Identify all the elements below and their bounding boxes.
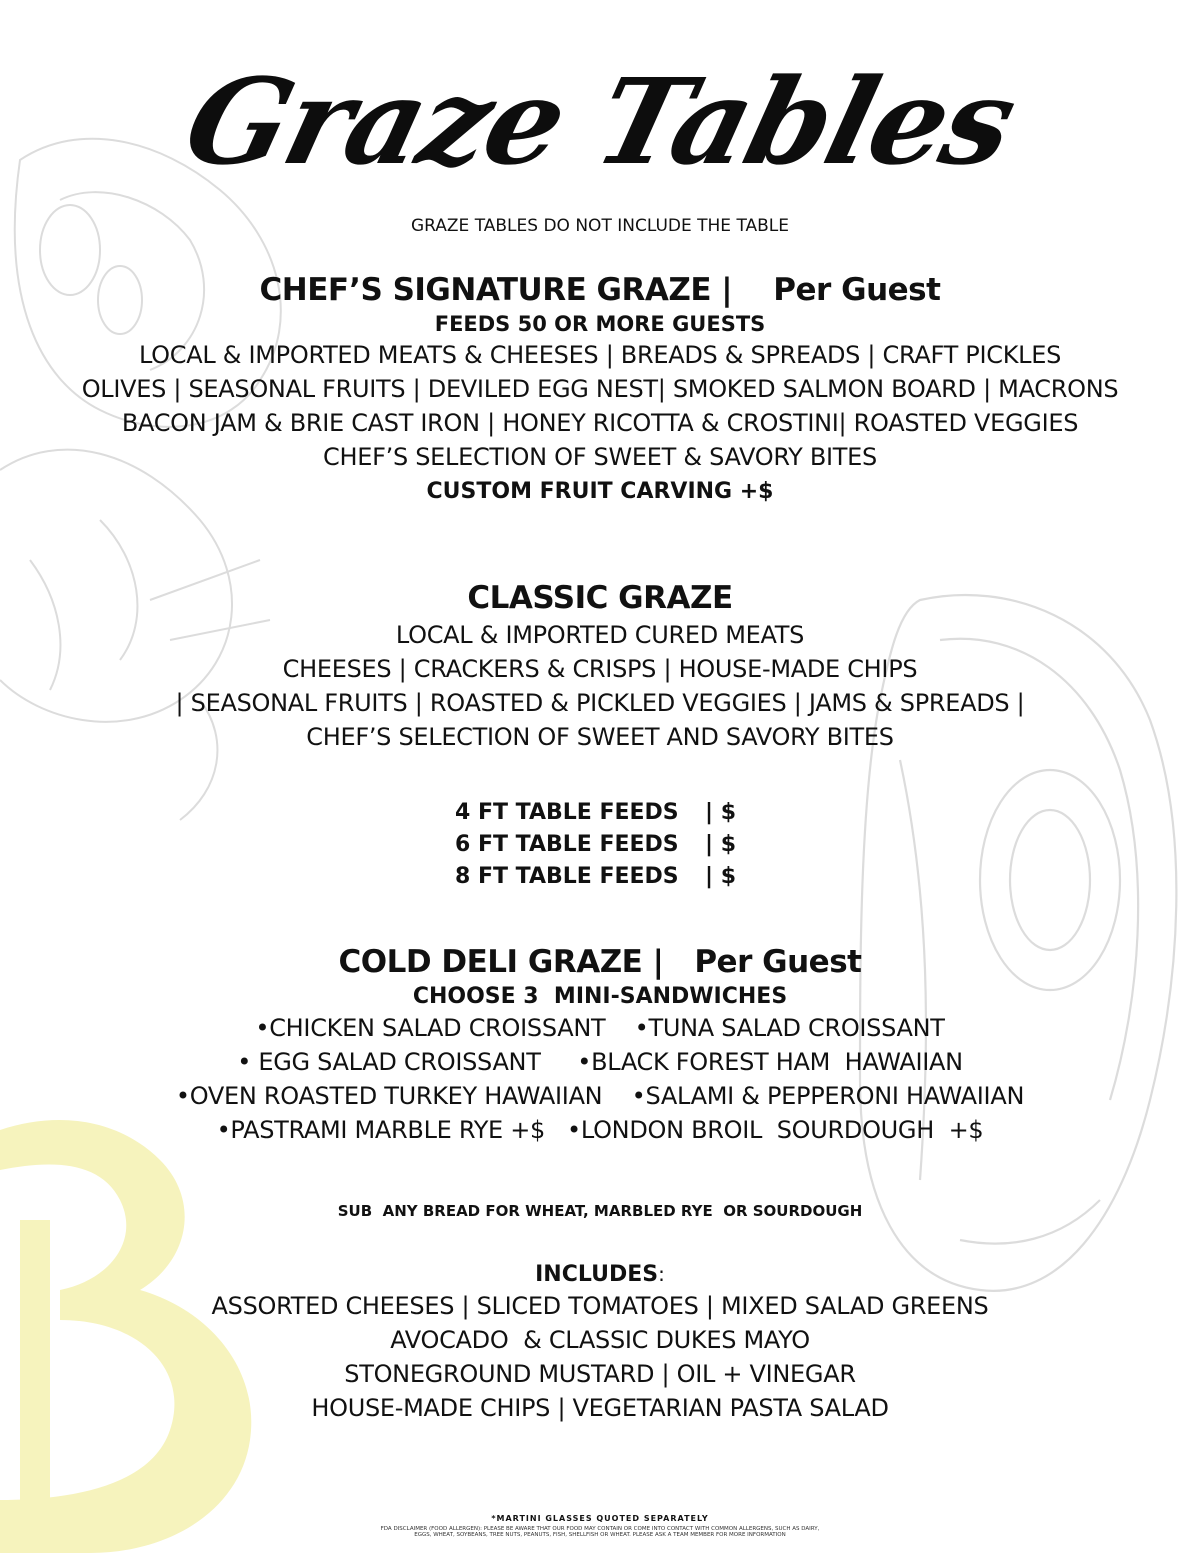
footer-martini-note: *MARTINI GLASSES QUOTED SEPARATELY <box>491 1514 709 1523</box>
size-price: | $ <box>705 800 737 825</box>
deli-section <box>0 944 1200 1144</box>
size-row <box>0 832 1200 857</box>
deli-sandwich-line: •CHICKEN SALAD CROISSANT •TUNA SALAD CROISSANT <box>255 1014 945 1042</box>
size-price: | $ <box>705 832 737 857</box>
signature-line: BACON JAM & BRIE CAST IRON | HONEY RICOTTA & CROSTINI| ROASTED VEGGIES <box>121 409 1079 437</box>
includes-line: ASSORTED CHEESES | SLICED TOMATOES | MIXED SALAD GREENS <box>211 1292 989 1320</box>
classic-line: CHEESES | CRACKERS & CRISPS | HOUSE-MADE CHIPS <box>282 655 918 683</box>
deli-choose: CHOOSE 3 MINI-SANDWICHES <box>412 984 788 1009</box>
classic-sizes <box>0 800 1200 889</box>
includes-line: STONEGROUND MUSTARD | OIL + VINEGAR <box>344 1360 856 1388</box>
page-title: Graze Tables <box>172 52 1028 191</box>
classic-heading: CLASSIC GRAZE <box>467 580 733 616</box>
includes-colon: : <box>658 1262 665 1286</box>
size-row <box>0 800 1200 825</box>
size-label: 4 FT TABLE FEEDS <box>455 800 679 825</box>
footer-disclaimer: EGGS, WHEAT, SOYBEANS, TREE NUTS, PEANUTS, FISH, SHELLFISH OR WHEAT. PLEASE ASK A TEAM MEMBER FOR MORE INFORMATION <box>414 1532 786 1538</box>
signature-line: CHEF’S SELECTION OF SWEET & SAVORY BITES <box>323 443 877 471</box>
deli-heading: COLD DELI GRAZE | Per Guest <box>338 944 862 980</box>
deli-sub-note: SUB ANY BREAD FOR WHEAT, MARBLED RYE OR SOURDOUGH <box>337 1202 863 1220</box>
deli-sandwich-line: • EGG SALAD CROISSANT •BLACK FOREST HAM HAWAIIAN <box>237 1048 963 1076</box>
signature-heading: CHEF’S SIGNATURE GRAZE | Per Guest <box>259 272 941 308</box>
size-row <box>0 864 1200 889</box>
includes-heading <box>0 1262 1200 1287</box>
includes-line: HOUSE-MADE CHIPS | VEGETARIAN PASTA SALAD <box>311 1394 889 1422</box>
page-subtitle: GRAZE TABLES DO NOT INCLUDE THE TABLE <box>410 216 790 236</box>
footer <box>0 1514 1200 1538</box>
deli-sandwich-line: •PASTRAMI MARBLE RYE +$ •LONDON BROIL SOURDOUGH +$ <box>216 1116 984 1144</box>
classic-section <box>0 580 1200 751</box>
size-label: 6 FT TABLE FEEDS <box>455 832 679 857</box>
classic-line: | SEASONAL FRUITS | ROASTED & PICKLED VEGGIES | JAMS & SPREADS | <box>175 689 1025 717</box>
signature-line: LOCAL & IMPORTED MEATS & CHEESES | BREADS & SPREADS | CRAFT PICKLES <box>138 341 1062 369</box>
signature-feeds: FEEDS 50 OR MORE GUESTS <box>434 312 766 336</box>
deli-includes <box>0 1262 1200 1422</box>
signature-line: OLIVES | SEASONAL FRUITS | DEVILED EGG NEST| SMOKED SALMON BOARD | MACRONS <box>81 375 1119 403</box>
signature-addon: CUSTOM FRUIT CARVING +$ <box>426 479 774 504</box>
footer-disclaimer: FDA DISCLAIMER (FOOD ALLERGEN): PLEASE BE AWARE THAT OUR FOOD MAY CONTAIN OR COME INTO CONTACT WITH COMMON ALLERGENS, SUCH AS DAIRY, <box>380 1526 820 1532</box>
classic-line: CHEF’S SELECTION OF SWEET AND SAVORY BITES <box>306 723 894 751</box>
classic-line: LOCAL & IMPORTED CURED MEATS <box>395 621 805 649</box>
signature-section <box>0 272 1200 504</box>
deli-sandwich-line: •OVEN ROASTED TURKEY HAWAIIAN •SALAMI & PEPPERONI HAWAIIAN <box>175 1082 1025 1110</box>
includes-line: AVOCADO & CLASSIC DUKES MAYO <box>390 1326 810 1354</box>
includes-label: INCLUDES <box>535 1262 659 1287</box>
size-price: | $ <box>705 864 737 889</box>
size-label: 8 FT TABLE FEEDS <box>455 864 679 889</box>
